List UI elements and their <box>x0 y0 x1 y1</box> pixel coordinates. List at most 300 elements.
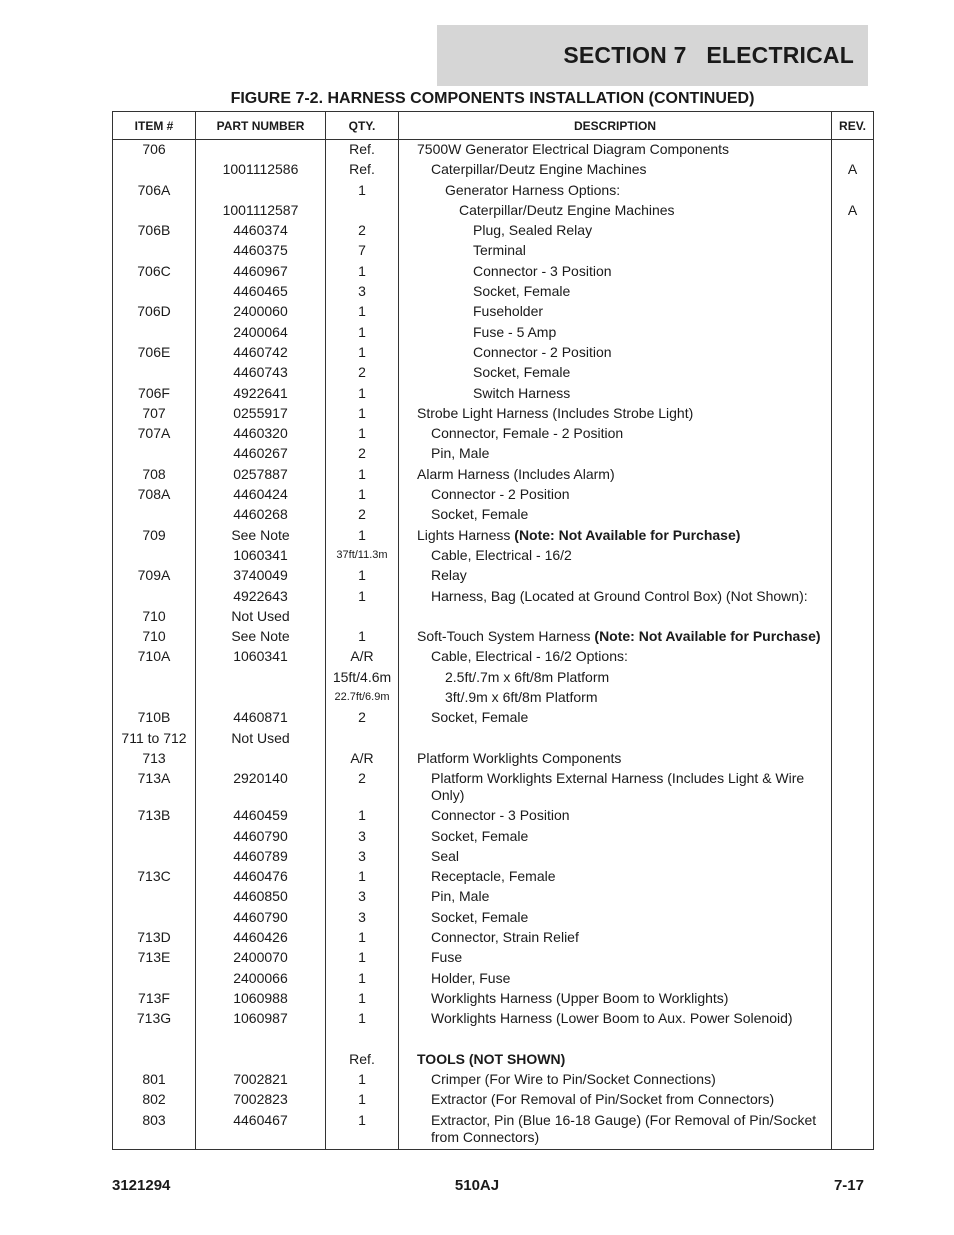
column-header-description: DESCRIPTION <box>399 112 832 140</box>
cell-qty: 1 <box>326 405 399 425</box>
cell-item: 711 to 712 <box>113 730 196 750</box>
cell-item: 708 <box>113 466 196 486</box>
cell-qty: 3 <box>326 828 399 848</box>
cell-part-number: 2400060 <box>196 303 326 323</box>
cell-part-number: 4460967 <box>196 263 326 283</box>
cell-qty: 1 <box>326 263 399 283</box>
cell-rev <box>832 669 874 689</box>
cell-description <box>399 807 832 827</box>
cell-part-number: 0255917 <box>196 405 326 425</box>
description-text: Plug, Sealed Relay <box>473 222 593 239</box>
cell-rev <box>832 990 874 1010</box>
cell-part-number: 2920140 <box>196 770 326 807</box>
cell-item <box>113 909 196 929</box>
description-text: Fuse - 5 Amp <box>473 323 557 340</box>
description-text: Socket, Female <box>431 827 529 844</box>
table-row <box>113 445 874 465</box>
description-text: 7500W Generator Electrical Diagram Components <box>417 141 730 157</box>
cell-description <box>399 263 832 283</box>
footer-page-number: 7-17 <box>833 1177 864 1194</box>
cell-item <box>113 506 196 526</box>
table-row <box>113 1030 874 1050</box>
cell-item: 707A <box>113 425 196 445</box>
cell-description <box>399 344 832 364</box>
cell-part-number: 4460267 <box>196 445 326 465</box>
description-text: Terminal <box>473 242 526 259</box>
description-text: Pin, Male <box>431 888 490 905</box>
cell-item <box>113 1051 196 1071</box>
section-title: SECTION 7 ELECTRICAL <box>563 42 854 68</box>
cell-description <box>399 1071 832 1091</box>
description-text: Cable, Electrical - 16/2 <box>431 546 572 563</box>
cell-qty: 2 <box>326 709 399 729</box>
cell-description <box>399 466 832 486</box>
cell-part-number: 4460467 <box>196 1112 326 1150</box>
cell-description <box>399 648 832 668</box>
cell-description <box>399 324 832 344</box>
cell-rev: A <box>832 202 874 222</box>
cell-rev <box>832 1091 874 1111</box>
cell-item <box>113 689 196 709</box>
cell-qty <box>326 1030 399 1050</box>
cell-description <box>399 909 832 929</box>
description-text: Socket, Female <box>431 709 529 726</box>
cell-description <box>399 506 832 526</box>
cell-description <box>399 283 832 303</box>
description-text: Socket, Female <box>431 506 529 523</box>
cell-description <box>399 527 832 547</box>
cell-rev <box>832 303 874 323</box>
cell-qty: 1 <box>326 567 399 587</box>
description-text: Extractor (For Removal of Pin/Socket from Connectors) <box>431 1091 775 1108</box>
cell-item <box>113 848 196 868</box>
cell-item: 706A <box>113 182 196 202</box>
cell-part-number: 0257887 <box>196 466 326 486</box>
table-row <box>113 303 874 323</box>
description-text: Worklights Harness (Upper Boom to Worklights) <box>431 989 729 1006</box>
cell-item <box>113 970 196 990</box>
description-text: Caterpillar/Deutz Engine Machines <box>459 201 675 218</box>
table-row <box>113 1071 874 1091</box>
table-row <box>113 929 874 949</box>
table-row <box>113 828 874 848</box>
cell-rev <box>832 1071 874 1091</box>
cell-description <box>399 547 832 567</box>
table-row <box>113 466 874 486</box>
cell-part-number: Not Used <box>196 730 326 750</box>
description-text: Relay <box>431 567 467 584</box>
cell-part-number: 1060987 <box>196 1010 326 1030</box>
cell-part-number: 3740049 <box>196 567 326 587</box>
cell-description <box>399 750 832 770</box>
cell-qty: 2 <box>326 364 399 384</box>
cell-description <box>399 828 832 848</box>
cell-description <box>399 182 832 202</box>
cell-item: 706D <box>113 303 196 323</box>
cell-qty: 1 <box>326 588 399 608</box>
description-note: TOOLS (NOT SHOWN) <box>417 1050 566 1067</box>
cell-description <box>399 848 832 868</box>
cell-qty: 15ft/4.6m <box>326 669 399 689</box>
cell-rev <box>832 140 874 162</box>
cell-item <box>113 828 196 848</box>
parts-table <box>112 111 874 1150</box>
cell-description <box>399 222 832 242</box>
cell-part-number <box>196 689 326 709</box>
cell-item: 706E <box>113 344 196 364</box>
cell-part-number: 2400064 <box>196 324 326 344</box>
cell-item <box>113 324 196 344</box>
cell-qty: A/R <box>326 648 399 668</box>
cell-qty: 1 <box>326 1091 399 1111</box>
cell-rev <box>832 242 874 262</box>
description-text: Harness, Bag (Located at Ground Control Box) (Not Shown): <box>431 587 808 604</box>
table-row <box>113 527 874 547</box>
cell-description <box>399 608 832 628</box>
cell-rev <box>832 628 874 648</box>
cell-rev: A <box>832 161 874 181</box>
cell-qty: 1 <box>326 425 399 445</box>
table-row <box>113 807 874 827</box>
cell-rev <box>832 929 874 949</box>
column-header-rev: REV. <box>832 112 874 140</box>
cell-rev <box>832 970 874 990</box>
footer-doc-number: 3121294 <box>112 1177 171 1194</box>
cell-rev <box>832 263 874 283</box>
cell-qty: 1 <box>326 466 399 486</box>
cell-description <box>399 405 832 425</box>
cell-item: 710B <box>113 709 196 729</box>
cell-description <box>399 1010 832 1030</box>
cell-description <box>399 730 832 750</box>
table-row <box>113 283 874 303</box>
table-row <box>113 547 874 567</box>
cell-item <box>113 161 196 181</box>
description-text: Receptacle, Female <box>431 868 556 885</box>
cell-rev <box>832 547 874 567</box>
cell-description <box>399 1112 832 1150</box>
table-row <box>113 608 874 628</box>
cell-part-number: 4460424 <box>196 486 326 506</box>
cell-item: 713A <box>113 770 196 807</box>
cell-qty: 1 <box>326 527 399 547</box>
cell-description <box>399 929 832 949</box>
cell-part-number: 4460743 <box>196 364 326 384</box>
cell-item: 706C <box>113 263 196 283</box>
cell-rev <box>832 466 874 486</box>
cell-item: 713 <box>113 750 196 770</box>
cell-part-number: 4460465 <box>196 283 326 303</box>
table-row <box>113 888 874 908</box>
cell-part-number: 1001112586 <box>196 161 326 181</box>
cell-part-number <box>196 750 326 770</box>
cell-item: 709 <box>113 527 196 547</box>
cell-qty: 2 <box>326 770 399 807</box>
cell-description <box>399 486 832 506</box>
cell-rev <box>832 828 874 848</box>
cell-item <box>113 588 196 608</box>
description-text: Alarm Harness (Includes Alarm) <box>417 465 615 482</box>
cell-qty: 3 <box>326 909 399 929</box>
cell-qty: 1 <box>326 1112 399 1150</box>
cell-description <box>399 1051 832 1071</box>
description-text: Connector, Strain Relief <box>431 928 579 945</box>
cell-rev <box>832 648 874 668</box>
cell-rev <box>832 425 874 445</box>
cell-part-number: 4460790 <box>196 909 326 929</box>
description-text: Connector - 3 Position <box>473 262 612 279</box>
cell-rev <box>832 1030 874 1050</box>
description-text: Seal <box>431 847 460 864</box>
cell-item: 801 <box>113 1071 196 1091</box>
table-row <box>113 970 874 990</box>
table-row <box>113 344 874 364</box>
cell-item <box>113 888 196 908</box>
cell-item: 713B <box>113 807 196 827</box>
cell-description <box>399 303 832 323</box>
table-row <box>113 689 874 709</box>
table-row <box>113 263 874 283</box>
description-text: Pin, Male <box>431 445 490 462</box>
cell-item <box>113 242 196 262</box>
cell-qty: 1 <box>326 628 399 648</box>
cell-qty: 1 <box>326 807 399 827</box>
table-row <box>113 405 874 425</box>
cell-description <box>399 949 832 969</box>
table-row <box>113 425 874 445</box>
cell-item: 713C <box>113 868 196 888</box>
cell-qty: 1 <box>326 182 399 202</box>
cell-part-number: 4460476 <box>196 868 326 888</box>
cell-part-number: 4460268 <box>196 506 326 526</box>
table-row <box>113 730 874 750</box>
cell-part-number: 4460426 <box>196 929 326 949</box>
table-row <box>113 506 874 526</box>
table-row <box>113 140 874 162</box>
cell-item <box>113 202 196 222</box>
cell-qty: A/R <box>326 750 399 770</box>
cell-qty: 1 <box>326 1071 399 1091</box>
description-text: Connector, Female - 2 Position <box>431 425 624 442</box>
cell-qty <box>326 608 399 628</box>
cell-rev <box>832 888 874 908</box>
description-text: Soft-Touch System Harness <box>417 628 595 645</box>
description-text: Fuse <box>431 949 463 966</box>
description-text: Connector - 3 Position <box>431 807 570 824</box>
table-row <box>113 868 874 888</box>
column-header-part-number: PART NUMBER <box>196 112 326 140</box>
table-row <box>113 669 874 689</box>
table-row <box>113 202 874 222</box>
cell-qty: 3 <box>326 888 399 908</box>
table-row <box>113 182 874 202</box>
cell-rev <box>832 506 874 526</box>
cell-item: 710A <box>113 648 196 668</box>
cell-part-number: 4460790 <box>196 828 326 848</box>
cell-qty <box>326 202 399 222</box>
table-row <box>113 648 874 668</box>
cell-part-number: 4460789 <box>196 848 326 868</box>
cell-qty: 1 <box>326 929 399 949</box>
cell-item: 802 <box>113 1091 196 1111</box>
description-text: Socket, Female <box>431 908 529 925</box>
cell-rev <box>832 848 874 868</box>
description-text: Socket, Female <box>473 364 571 381</box>
cell-part-number: 7002823 <box>196 1091 326 1111</box>
description-text: Socket, Female <box>473 283 571 300</box>
cell-rev <box>832 750 874 770</box>
description-text: Cable, Electrical - 16/2 Options: <box>431 648 628 665</box>
cell-item: 710 <box>113 628 196 648</box>
description-text: 2.5ft/.7m x 6ft/8m Platform <box>445 668 610 685</box>
cell-qty: 1 <box>326 1010 399 1030</box>
cell-item: 706 <box>113 140 196 162</box>
cell-rev <box>832 868 874 888</box>
cell-qty: 1 <box>326 970 399 990</box>
cell-qty: 2 <box>326 445 399 465</box>
cell-qty: 1 <box>326 344 399 364</box>
cell-description <box>399 709 832 729</box>
cell-item <box>113 445 196 465</box>
cell-part-number: 4460374 <box>196 222 326 242</box>
table-row <box>113 848 874 868</box>
cell-rev <box>832 949 874 969</box>
cell-qty: 1 <box>326 990 399 1010</box>
table-body <box>113 140 874 1150</box>
cell-rev <box>832 1051 874 1071</box>
cell-part-number: 1001112587 <box>196 202 326 222</box>
cell-item <box>113 669 196 689</box>
cell-part-number: 4922643 <box>196 588 326 608</box>
cell-qty: 3 <box>326 283 399 303</box>
cell-rev <box>832 527 874 547</box>
cell-description <box>399 202 832 222</box>
cell-part-number: 7002821 <box>196 1071 326 1091</box>
cell-item: 706B <box>113 222 196 242</box>
cell-rev <box>832 1112 874 1150</box>
cell-item <box>113 547 196 567</box>
cell-description <box>399 628 832 648</box>
cell-rev <box>832 324 874 344</box>
cell-qty: 1 <box>326 486 399 506</box>
cell-item: 713E <box>113 949 196 969</box>
cell-part-number: See Note <box>196 527 326 547</box>
cell-qty: 2 <box>326 506 399 526</box>
cell-qty: 1 <box>326 949 399 969</box>
cell-description <box>399 385 832 405</box>
description-text: Extractor, Pin (Blue 16-18 Gauge) (For Removal of Pin/Socket from Connectors) <box>431 1111 821 1145</box>
description-text: Crimper (For Wire to Pin/Socket Connections) <box>431 1071 716 1088</box>
cell-rev <box>832 689 874 709</box>
cell-qty: Ref. <box>326 161 399 181</box>
cell-qty: Ref. <box>326 1051 399 1071</box>
cell-item: 713G <box>113 1010 196 1030</box>
cell-part-number: 1060988 <box>196 990 326 1010</box>
cell-rev <box>832 385 874 405</box>
table-row <box>113 709 874 729</box>
cell-description <box>399 242 832 262</box>
cell-description <box>399 689 832 709</box>
description-text: Lights Harness <box>417 526 515 543</box>
table-row <box>113 750 874 770</box>
table-row <box>113 567 874 587</box>
table-row <box>113 588 874 608</box>
cell-rev <box>832 405 874 425</box>
cell-part-number: 4460375 <box>196 242 326 262</box>
description-text: Switch Harness <box>473 384 571 401</box>
cell-part-number <box>196 1051 326 1071</box>
cell-description <box>399 970 832 990</box>
cell-qty: 3 <box>326 848 399 868</box>
cell-part-number: 2400070 <box>196 949 326 969</box>
figure-title: FIGURE 7-2. HARNESS COMPONENTS INSTALLATION (CONTINUED) <box>230 90 755 107</box>
cell-rev <box>832 344 874 364</box>
cell-rev <box>832 807 874 827</box>
table-row <box>113 1091 874 1111</box>
table-row <box>113 990 874 1010</box>
cell-part-number: 4922641 <box>196 385 326 405</box>
cell-item: 713D <box>113 929 196 949</box>
table-row <box>113 770 874 807</box>
cell-rev <box>832 364 874 384</box>
description-note: (Note: Not Available for Purchase) <box>514 526 741 543</box>
cell-description <box>399 990 832 1010</box>
cell-item <box>113 283 196 303</box>
cell-description <box>399 140 832 162</box>
cell-description <box>399 364 832 384</box>
table-row <box>113 628 874 648</box>
cell-description <box>399 669 832 689</box>
cell-description <box>399 770 832 807</box>
cell-rev <box>832 182 874 202</box>
cell-item <box>113 1030 196 1050</box>
table-row <box>113 1010 874 1030</box>
cell-rev <box>832 730 874 750</box>
cell-rev <box>832 608 874 628</box>
column-header-qty: QTY. <box>326 112 399 140</box>
description-text: Holder, Fuse <box>431 969 511 986</box>
description-text: Fuseholder <box>473 303 544 320</box>
cell-part-number: 4460320 <box>196 425 326 445</box>
cell-description <box>399 567 832 587</box>
table-row <box>113 364 874 384</box>
cell-rev <box>832 1010 874 1030</box>
table-row <box>113 486 874 506</box>
cell-rev <box>832 445 874 465</box>
cell-description <box>399 868 832 888</box>
description-text: Strobe Light Harness (Includes Strobe Light) <box>417 404 694 421</box>
cell-item: 713F <box>113 990 196 1010</box>
cell-rev <box>832 567 874 587</box>
table-header-row <box>113 112 874 140</box>
cell-part-number <box>196 182 326 202</box>
cell-qty: 1 <box>326 385 399 405</box>
description-text: Platform Worklights Components <box>417 749 622 766</box>
cell-part-number <box>196 1030 326 1050</box>
description-text: Generator Harness Options: <box>445 181 621 198</box>
description-note: (Note: Not Available for Purchase) <box>594 628 821 645</box>
cell-rev <box>832 486 874 506</box>
table-row <box>113 242 874 262</box>
cell-item: 709A <box>113 567 196 587</box>
cell-rev <box>832 770 874 807</box>
cell-description <box>399 888 832 908</box>
cell-item: 707 <box>113 405 196 425</box>
cell-description <box>399 425 832 445</box>
cell-item: 710 <box>113 608 196 628</box>
description-text: Connector - 2 Position <box>431 486 570 503</box>
cell-rev <box>832 222 874 242</box>
